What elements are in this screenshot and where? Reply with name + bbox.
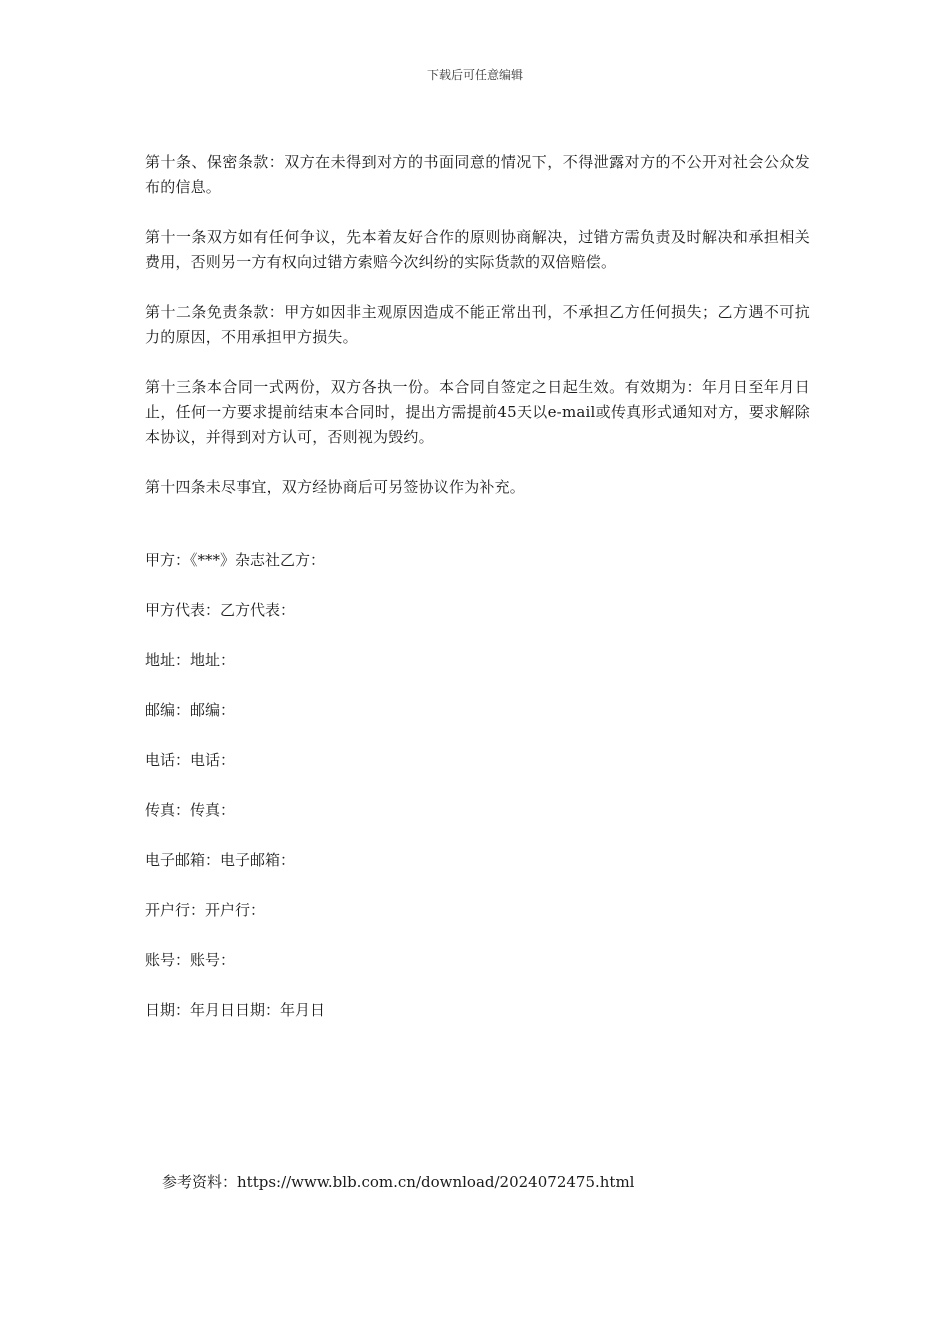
contract-articles [145,150,810,525]
signature-postcode-line: 邮编：邮编： [145,701,236,719]
signature-party-line: 甲方：《***》杂志社乙方： [145,551,326,569]
signature-account-line: 账号：账号： [145,951,236,969]
reference-source: 参考资料：https://www.blb.com.cn/download/2024072475.html [162,1173,635,1191]
article-13-validity: 第十三条本合同一式两份，双方各执一份。本合同自签定之日起生效。有效期为：年月日至年月日止，任何一方要求提前结束本合同时，提出方需提前45天以e-mail或传真形式通知对方，要求解除本协议，并得到对方认可，否则视为毁约。 [145,378,810,446]
signature-block [145,548,810,1048]
signature-bank-line: 开户行：开户行： [145,901,266,919]
signature-representative-line: 甲方代表：乙方代表： [145,601,296,619]
article-11-disputes: 第十一条双方如有任何争议，先本着友好合作的原则协商解决，过错方需负责及时解决和承担相关费用，否则另一方有权向过错方索赔今次纠纷的实际货款的双倍赔偿。 [145,228,810,271]
signature-phone-line: 电话：电话： [145,751,236,769]
signature-email-line: 电子邮箱：电子邮箱： [145,851,296,869]
article-14-supplement: 第十四条未尽事宜，双方经协商后可另签协议作为补充。 [145,478,526,496]
article-12-exemption: 第十二条免责条款：甲方如因非主观原因造成不能正常出刊，不承担乙方任何损失；乙方遇不可抗力的原因，不用承担甲方损失。 [145,303,810,346]
signature-fax-line: 传真：传真： [145,801,236,819]
signature-address-line: 地址：地址： [145,651,236,669]
signature-date-line: 日期：年月日日期：年月日 [145,1001,326,1019]
article-10-confidentiality: 第十条、保密条款：双方在未得到对方的书面同意的情况下，不得泄露对方的不公开对社会公众发布的信息。 [145,153,810,196]
page-header-note: 下载后可任意编辑 [426,68,523,82]
